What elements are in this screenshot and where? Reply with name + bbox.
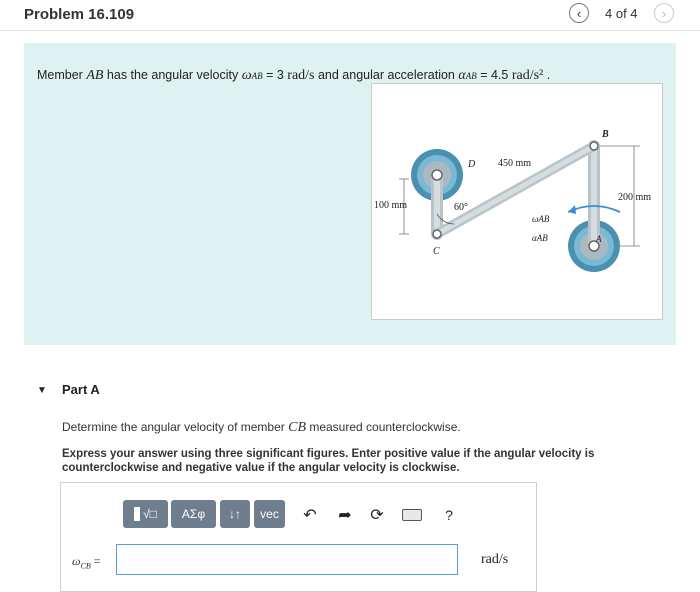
omega-ab-label: ωAB <box>532 214 550 224</box>
keyboard-icon[interactable] <box>401 506 423 524</box>
vector-button[interactable]: vec <box>254 500 285 528</box>
alpha-ab-label: αAB <box>532 233 548 243</box>
label-d: D <box>468 159 476 170</box>
problem-title: Problem 16.109 <box>24 6 135 23</box>
problem-statement: Member AB has the angular velocity ωAB = 3 rad/s and angular acceleration αAB = 4.5 rad/s² . <box>37 68 551 83</box>
template-block-icon <box>134 507 140 521</box>
page-indicator: 4 of 4 <box>605 6 638 21</box>
chevron-right-icon: › <box>661 5 667 21</box>
next-problem-button[interactable] <box>654 3 674 23</box>
symbols-button[interactable]: ΑΣφ <box>171 500 216 528</box>
answer-input[interactable] <box>116 544 458 575</box>
reset-icon[interactable]: ⟳ <box>370 507 384 524</box>
dim-450: 450 mm <box>498 158 532 169</box>
label-a: A <box>596 234 602 244</box>
answer-units: rad/s <box>481 552 509 567</box>
answer-instructions: Express your answer using three significant figures. Enter positive value if the angular velocity is counterclockwise and negative value if the angular velocity is clockwise. <box>62 448 595 474</box>
answer-panel <box>60 482 537 592</box>
redo-icon[interactable]: ➦ <box>338 507 352 524</box>
undo-icon[interactable]: ↶ <box>303 507 317 524</box>
part-a-question: Determine the angular velocity of member CB measured counterclockwise. <box>62 420 461 435</box>
mechanism-diagram <box>372 84 662 319</box>
label-b: B <box>602 129 609 140</box>
arrows-button[interactable]: ↓↑ <box>220 500 250 528</box>
dim-200: 200 mm <box>618 192 652 203</box>
mechanism-figure <box>371 83 663 320</box>
previous-problem-button[interactable] <box>569 3 589 23</box>
templates-button[interactable]: √□ <box>123 500 168 528</box>
part-a-title[interactable]: Part A <box>62 382 100 397</box>
chevron-left-icon: ‹ <box>576 5 582 21</box>
caret-down-icon[interactable]: ▼ <box>37 385 47 396</box>
dim-100: 100 mm <box>374 200 408 211</box>
help-button[interactable]: ? <box>445 507 453 523</box>
angle-60: 60° <box>454 202 468 213</box>
label-c: C <box>433 246 440 257</box>
answer-variable-label: $\omega_{CB}$ = <box>72 554 101 571</box>
header-divider <box>0 30 700 31</box>
